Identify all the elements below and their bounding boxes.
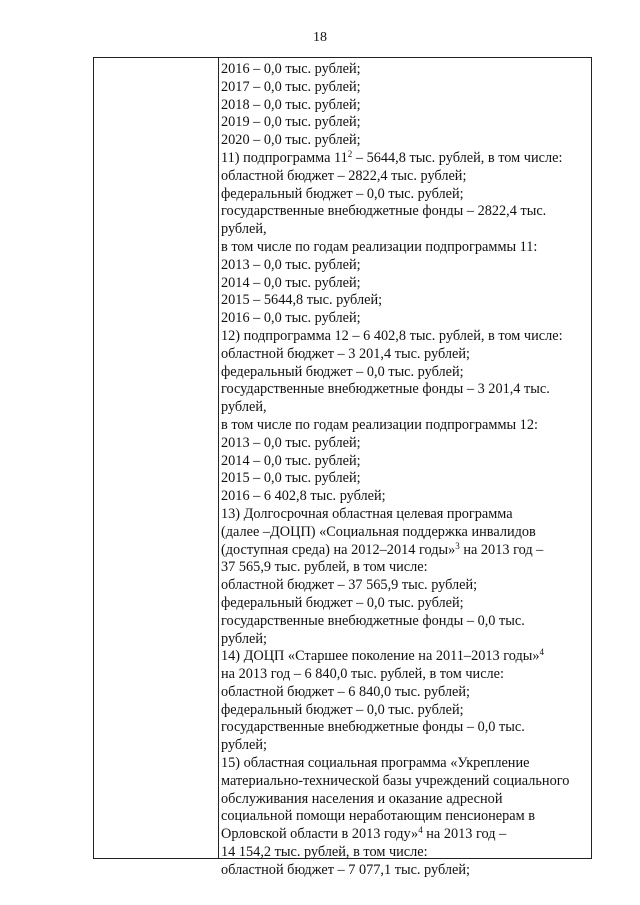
text-line <box>221 648 591 666</box>
text-line-main: 37 565,9 тыс. рублей, в том числе: <box>221 559 428 576</box>
text-line <box>221 666 591 684</box>
text-line-main: областной бюджет – 2822,4 тыс. рублей; <box>221 167 467 184</box>
text-line-main: 2013 – 0,0 тыс. рублей; <box>221 434 361 451</box>
text-line <box>221 808 591 826</box>
text-line-main: 2019 – 0,0 тыс. рублей; <box>221 114 361 131</box>
text-line-main: 2014 – 0,0 тыс. рублей; <box>221 452 361 469</box>
text-line <box>221 524 591 542</box>
text-line-main: рублей, <box>221 221 267 238</box>
text-line <box>221 364 591 382</box>
text-line-main: государственные внебюджетные фонды – 0,0 тыс. <box>221 612 525 629</box>
text-line-main: федеральный бюджет – 0,0 тыс. рублей; <box>221 363 464 380</box>
text-line-main: 2014 – 0,0 тыс. рублей; <box>221 274 361 291</box>
text-line <box>221 399 591 417</box>
text-line <box>221 168 591 186</box>
text-line <box>221 257 591 275</box>
text-line <box>221 755 591 773</box>
text-line-main: (далее –ДОЦП) «Социальная поддержка инвалидов <box>221 523 536 540</box>
text-line <box>221 435 591 453</box>
text-line-main: областной бюджет – 6 840,0 тыс. рублей; <box>221 683 471 700</box>
text-line-main: 2016 – 0,0 тыс. рублей; <box>221 310 361 327</box>
text-line-main: 2015 – 0,0 тыс. рублей; <box>221 470 361 487</box>
text-line <box>221 381 591 399</box>
text-line-main: на 2013 год – 6 840,0 тыс. рублей, в том числе: <box>221 666 505 683</box>
text-line <box>221 773 591 791</box>
text-line <box>221 631 591 649</box>
text-line <box>221 719 591 737</box>
text-line <box>221 328 591 346</box>
text-line <box>221 595 591 613</box>
text-line <box>221 132 591 150</box>
text-line-main: областной бюджет – 3 201,4 тыс. рублей; <box>221 345 471 362</box>
text-line-main: областной бюджет – 37 565,9 тыс. рублей; <box>221 577 478 594</box>
text-line-main: 2013 – 0,0 тыс. рублей; <box>221 256 361 273</box>
text-line-main: государственные внебюджетные фонды – 0,0 тыс. <box>221 719 525 736</box>
text-line-main: в том числе по годам реализации подпрограммы 12: <box>221 416 538 433</box>
page-number: 18 <box>313 30 327 45</box>
text-line-continuation: на 2013 год – <box>422 826 507 843</box>
text-line <box>221 292 591 310</box>
text-line-main: 14 154,2 тыс. рублей, в том числе: <box>221 844 428 861</box>
text-line-main: 12) подпрограмма 12 – 6 402,8 тыс. рублей, в том числе: <box>221 327 563 344</box>
text-line <box>221 79 591 97</box>
text-line-main: государственные внебюджетные фонды – 2822,4 тыс. <box>221 203 547 220</box>
footnote-marker: 2 <box>347 148 353 159</box>
text-line-main: федеральный бюджет – 0,0 тыс. рублей; <box>221 185 464 202</box>
text-line-main: материально-технической базы учреждений социального <box>221 772 570 789</box>
text-line-main: 15) областная социальная программа «Укрепление <box>221 755 530 772</box>
text-line <box>221 826 591 844</box>
footnote-marker: 4 <box>539 647 545 658</box>
text-line <box>221 417 591 435</box>
text-line-main: 2017 – 0,0 тыс. рублей; <box>221 78 361 95</box>
text-line-main: 2016 – 0,0 тыс. рублей; <box>221 61 361 77</box>
text-line-main: обслуживания населения и оказание адресной <box>221 790 503 807</box>
footnote-marker: 3 <box>455 540 460 551</box>
text-line-main: федеральный бюджет – 0,0 тыс. рублей; <box>221 594 464 611</box>
text-line <box>221 791 591 809</box>
text-line <box>221 346 591 364</box>
text-line-main: рублей; <box>221 630 267 647</box>
funding-text-cell <box>221 61 591 880</box>
text-line-main: рублей; <box>221 737 267 754</box>
text-line <box>221 221 591 239</box>
text-line-main: рублей, <box>221 399 267 416</box>
text-line <box>221 150 591 168</box>
text-line-main: 14) ДОЦП «Старшее поколение на 2011–2013 годы» <box>221 648 540 665</box>
text-line <box>221 61 591 79</box>
text-line-main: 13) Долгосрочная областная целевая программа <box>221 505 513 522</box>
text-line <box>221 239 591 257</box>
text-line-main: Орловской области в 2013 году» <box>221 826 419 843</box>
text-line-main: федеральный бюджет – 0,0 тыс. рублей; <box>221 701 464 718</box>
text-line <box>221 203 591 221</box>
text-line-continuation: на 2013 год – <box>459 541 544 558</box>
text-line <box>221 559 591 577</box>
text-line <box>221 844 591 862</box>
text-line-main: 2018 – 0,0 тыс. рублей; <box>221 96 361 113</box>
text-line-main: 2020 – 0,0 тыс. рублей; <box>221 132 361 149</box>
text-line <box>221 310 591 328</box>
text-line <box>221 114 591 132</box>
text-line-continuation: – 5644,8 тыс. рублей, в том числе: <box>352 149 563 166</box>
text-line <box>221 613 591 631</box>
text-line <box>221 275 591 293</box>
text-line-main: (доступная среда) на 2012–2014 годы» <box>221 541 456 558</box>
text-line <box>221 684 591 702</box>
text-line <box>221 453 591 471</box>
text-line-main: государственные внебюджетные фонды – 3 201,4 тыс. <box>221 381 550 398</box>
text-line <box>221 702 591 720</box>
text-line-main: 2015 – 5644,8 тыс. рублей; <box>221 292 383 309</box>
text-line-main: 11) подпрограмма 11 <box>221 149 348 166</box>
text-line <box>221 506 591 524</box>
text-line-main: социальной помощи неработающим пенсионерам в <box>221 808 536 825</box>
text-line-main: областной бюджет – 7 077,1 тыс. рублей; <box>221 861 471 878</box>
footnote-marker: 4 <box>418 825 423 836</box>
text-line <box>221 862 591 880</box>
document-table <box>93 57 592 878</box>
text-line <box>221 488 591 506</box>
text-line <box>221 542 591 560</box>
text-line <box>221 577 591 595</box>
column-divider <box>218 58 219 858</box>
text-line-main: в том числе по годам реализации подпрограммы 11: <box>221 238 538 255</box>
text-line <box>221 737 591 755</box>
text-line <box>221 470 591 488</box>
text-line <box>221 97 591 115</box>
text-line-main: 2016 – 6 402,8 тыс. рублей; <box>221 488 386 505</box>
text-line <box>221 186 591 204</box>
